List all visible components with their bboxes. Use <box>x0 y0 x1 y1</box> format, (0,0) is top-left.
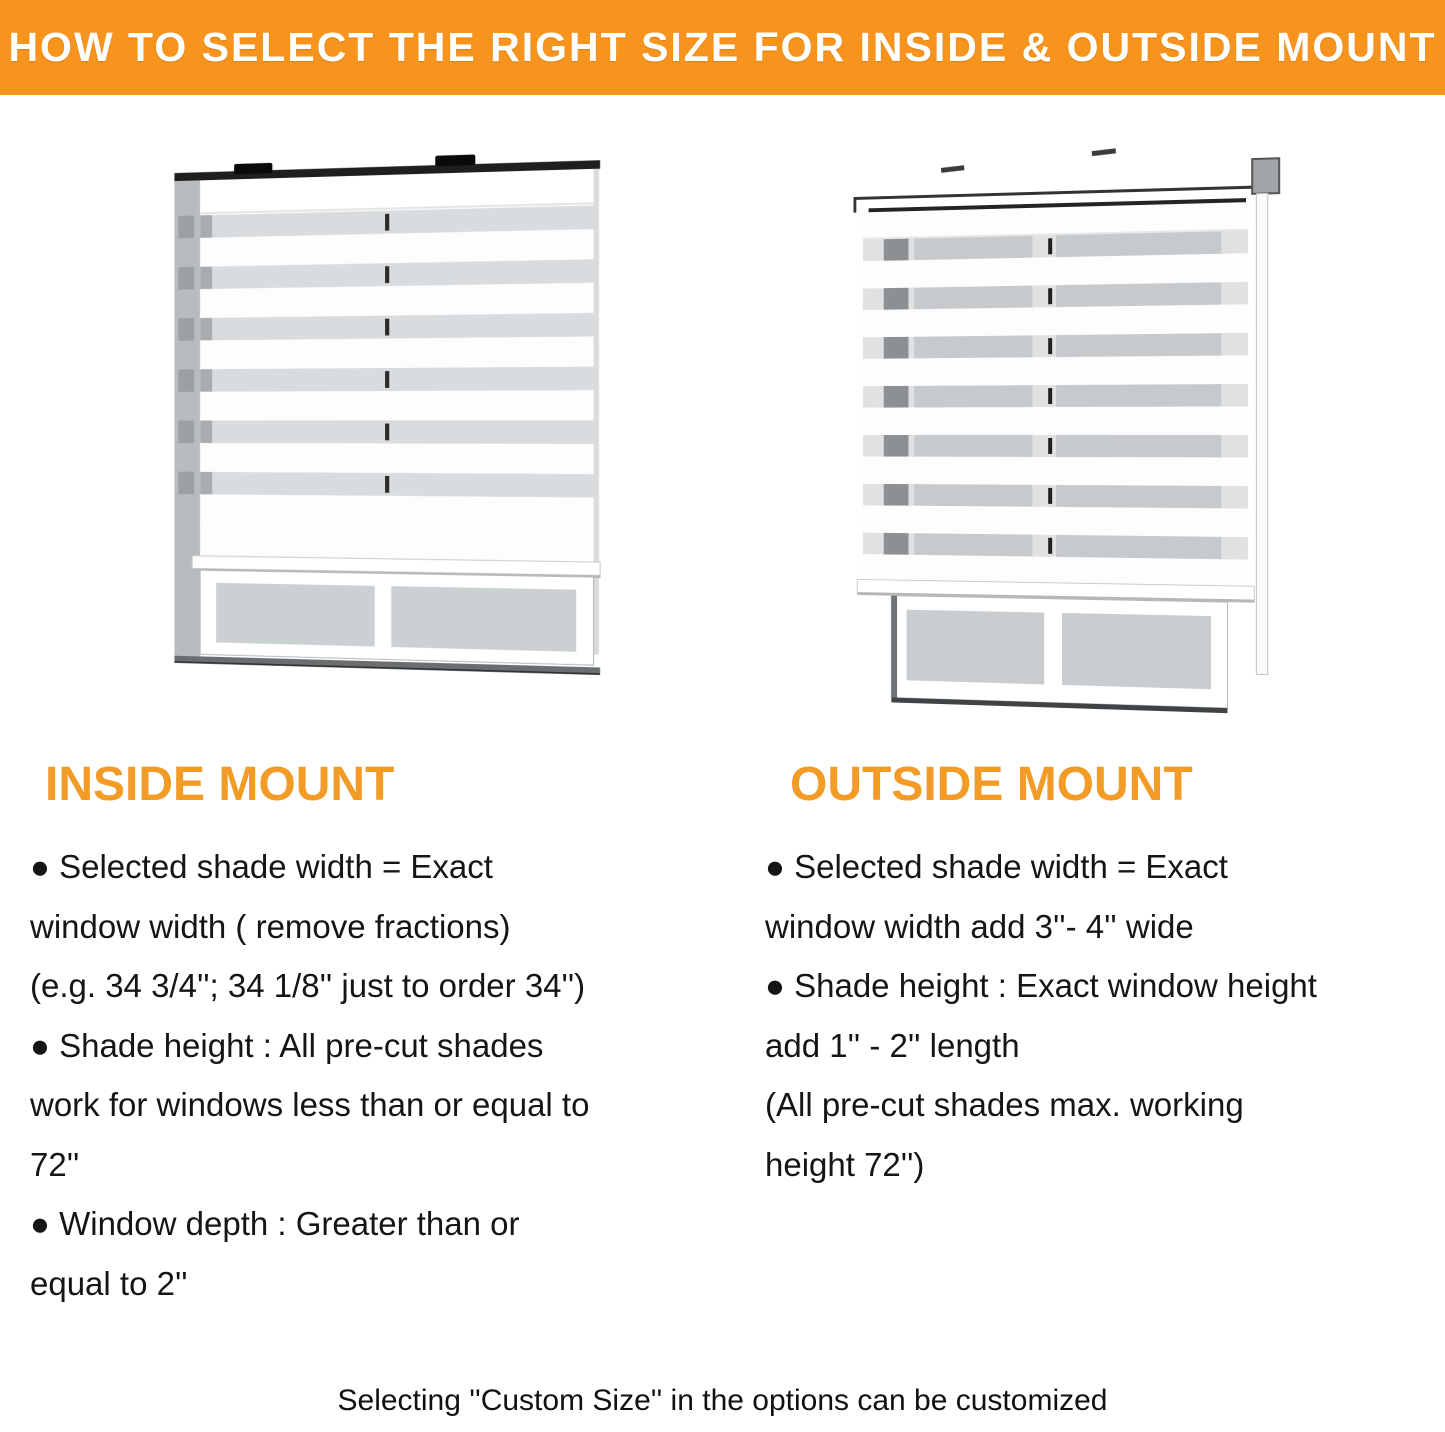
inside-line-5: work for windows less than or equal to <box>30 1086 590 1123</box>
inside-mount-column <box>0 755 722 1313</box>
window-panes <box>200 570 593 665</box>
zebra-shade <box>200 169 593 564</box>
outside-line-5: (All pre-cut shades max. working <box>765 1086 1244 1123</box>
banner-title: HOW TO SELECT THE RIGHT SIZE FOR INSIDE & OUTSIDE MOUNT <box>8 24 1437 70</box>
inside-mount-heading: INSIDE MOUNT <box>45 758 395 811</box>
outside-mount-figure <box>848 129 1294 740</box>
outside-line-2: window width add 3''- 4'' wide <box>765 907 1194 945</box>
inside-line-2: window width ( remove fractions) <box>30 907 511 945</box>
inside-line-1: ● Selected shade width = Exact <box>30 848 493 885</box>
outside-line-4: add 1'' - 2'' length <box>765 1026 1020 1064</box>
inside-mount-figure <box>166 143 612 708</box>
outside-line-1: ● Selected shade width = Exact <box>765 848 1228 885</box>
inside-mount-text <box>30 837 722 1313</box>
inside-line-7: ● Window depth : Greater than or <box>30 1205 520 1242</box>
window-panes <box>891 596 1227 714</box>
inside-line-6: 72'' <box>30 1145 80 1183</box>
figures-row <box>0 95 1445 755</box>
header-banner <box>0 0 1445 95</box>
side-channel <box>1256 193 1267 674</box>
outside-line-6: height 72'') <box>765 1145 925 1183</box>
mount-bracket <box>1252 158 1279 194</box>
inside-line-3: (e.g. 34 3/4''; 34 1/8'' just to order 34'') <box>30 967 586 1004</box>
outside-mount-illustration <box>848 129 1294 735</box>
content-columns <box>0 755 1445 1313</box>
inside-mount-illustration <box>166 143 612 703</box>
zebra-shade <box>863 202 1248 588</box>
outside-mount-heading: OUTSIDE MOUNT <box>790 758 1193 811</box>
footer-note: Selecting ''Custom Size'' in the options can be customized <box>337 1384 1108 1417</box>
outside-mount-text <box>765 837 1445 1194</box>
outside-mount-column <box>722 755 1445 1313</box>
inside-line-8: equal to 2'' <box>30 1264 188 1302</box>
inside-line-4: ● Shade height : All pre-cut shades <box>30 1026 544 1064</box>
outside-line-3: ● Shade height : Exact window height <box>765 967 1317 1004</box>
